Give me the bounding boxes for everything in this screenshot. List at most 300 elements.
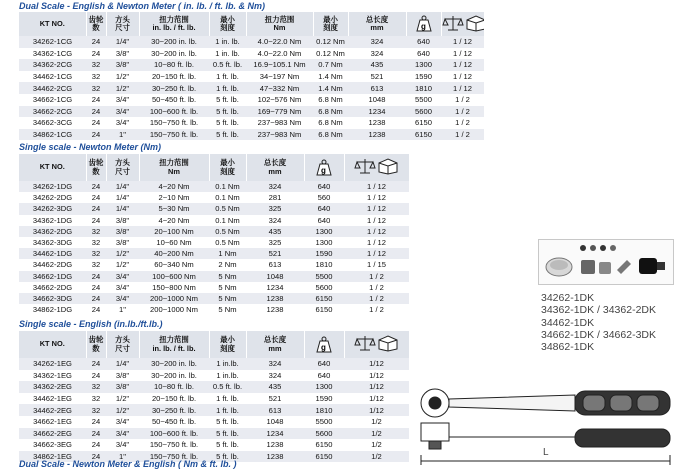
kt-number: 34662-1EG bbox=[19, 416, 86, 428]
weight-g-icon bbox=[413, 15, 435, 33]
header-text: 最小 bbox=[323, 14, 338, 24]
kit-model-item: 34362-1DK / 34362-2DK bbox=[541, 304, 656, 317]
table-cell: 3/8" bbox=[106, 59, 139, 71]
kt-number: 34662-2EG bbox=[19, 428, 86, 440]
table-cell: 32 bbox=[86, 393, 106, 405]
table-cell: 1238 bbox=[246, 439, 304, 451]
balance-scale-icon bbox=[354, 334, 376, 352]
header-pack bbox=[344, 154, 409, 181]
header-col-2 bbox=[106, 12, 139, 36]
table-cell: 4.0~22.0 Nm bbox=[246, 48, 313, 60]
table-cell: 150~750 ft. lb. bbox=[139, 451, 209, 463]
table-cell: 100~600 ft. lb. bbox=[139, 106, 209, 118]
weight-g-icon bbox=[313, 159, 335, 177]
table-cell: 1/2 bbox=[344, 416, 409, 428]
dimension-label: L bbox=[543, 447, 549, 458]
table-cell: 24 bbox=[86, 416, 106, 428]
table-cell: 1/2" bbox=[106, 393, 139, 405]
table-cell: 1 / 12 bbox=[344, 181, 409, 192]
table-cell: 1/4" bbox=[106, 181, 139, 192]
table-cell: 324 bbox=[348, 36, 406, 48]
table-cell: 1/2" bbox=[106, 82, 139, 94]
table-cell: 1590 bbox=[406, 71, 441, 83]
table-cell: 5 ft. lb. bbox=[209, 451, 246, 463]
table-cell: 24 bbox=[86, 293, 106, 304]
table-cell: 3/8" bbox=[106, 215, 139, 226]
table-cell: 1 / 12 bbox=[344, 237, 409, 248]
table-cell: 5 ft. lb. bbox=[209, 94, 246, 106]
kt-number: 34662-3CG bbox=[19, 117, 86, 129]
header-col-5 bbox=[246, 331, 304, 358]
header-text: 最小 bbox=[220, 14, 235, 24]
section-title-footer: Dual Scale - Newton Meter & English ( Nm & ft. lb. ) bbox=[19, 459, 237, 469]
table-cell: 0.5 ft. lb. bbox=[209, 59, 246, 71]
header-col-4 bbox=[209, 154, 246, 181]
table-cell: 1 / 2 bbox=[344, 293, 409, 304]
table-cell: 0.5 Nm bbox=[209, 237, 246, 248]
kt-number: 34462-1EG bbox=[19, 393, 86, 405]
table-cell: 6150 bbox=[406, 117, 441, 129]
table-cell: 1" bbox=[106, 304, 139, 315]
table-cell: 1 ft. lb. bbox=[209, 71, 246, 83]
table-cell: 521 bbox=[246, 248, 304, 259]
table-cell: 237~983 Nm bbox=[246, 117, 313, 129]
table-cell: 1.4 Nm bbox=[313, 71, 348, 83]
kt-number: 34362-3DG bbox=[19, 237, 86, 248]
table-cell: 24 bbox=[86, 215, 106, 226]
table-cell: 5600 bbox=[304, 428, 344, 440]
header-col-0 bbox=[19, 12, 86, 36]
table-cell: 324 bbox=[246, 358, 304, 370]
table-cell: 20~150 ft. lb. bbox=[139, 393, 209, 405]
table-cell: 1300 bbox=[304, 381, 344, 393]
kt-number: 34262-3DG bbox=[19, 203, 86, 214]
kt-number: 34862-1EG bbox=[19, 451, 86, 463]
header-text: 刻度 bbox=[220, 23, 235, 32]
table-cell: 640 bbox=[304, 203, 344, 214]
table-cell: 1048 bbox=[246, 271, 304, 282]
table-cell: 4.0~22.0 Nm bbox=[246, 36, 313, 48]
table-cell: 30~200 in. lb. bbox=[139, 370, 209, 382]
table-cell: 32 bbox=[86, 226, 106, 237]
table-row bbox=[19, 248, 409, 259]
carton-box-icon bbox=[464, 14, 485, 32]
table-cell: 1 / 12 bbox=[441, 36, 484, 48]
table-row bbox=[19, 404, 409, 416]
table-row bbox=[19, 293, 409, 304]
kt-number: 34862-1DG bbox=[19, 304, 86, 315]
kt-number: 34662-3EG bbox=[19, 439, 86, 451]
table-cell: 324 bbox=[348, 48, 406, 60]
table-row bbox=[19, 304, 409, 315]
table-cell: 3/4" bbox=[106, 293, 139, 304]
header-text: 总长度 bbox=[263, 335, 287, 344]
table-cell: 102~576 Nm bbox=[246, 94, 313, 106]
header-text: in. lb. / ft. lb. bbox=[152, 23, 196, 32]
header-col-4 bbox=[209, 331, 246, 358]
table-cell: 0.5 Nm bbox=[209, 226, 246, 237]
table-cell: 2 Nm bbox=[209, 259, 246, 270]
header-col-4 bbox=[209, 12, 246, 36]
kt-number: 34362-2DG bbox=[19, 226, 86, 237]
table-cell: 0.1 Nm bbox=[209, 215, 246, 226]
table-cell: 100~600 Nm bbox=[139, 271, 209, 282]
table-cell: 24 bbox=[86, 428, 106, 440]
table-cell: 1.4 Nm bbox=[313, 82, 348, 94]
header-text: 数 bbox=[92, 23, 100, 32]
table-cell: 32 bbox=[86, 404, 106, 416]
header-text: 数 bbox=[92, 343, 100, 353]
table-cell: 1238 bbox=[348, 129, 406, 141]
table-cell: 24 bbox=[86, 106, 106, 118]
table-row bbox=[19, 94, 484, 106]
table-cell: 1810 bbox=[406, 82, 441, 94]
table-cell: 1 / 12 bbox=[344, 203, 409, 214]
kt-number: 34262-2DG bbox=[19, 192, 86, 203]
header-text: 总长度 bbox=[263, 158, 287, 167]
table-cell: 40~200 Nm bbox=[139, 248, 209, 259]
table-cell: 6.8 Nm bbox=[313, 94, 348, 106]
carton-box-icon bbox=[376, 334, 400, 352]
table-cell: 6.8 Nm bbox=[313, 117, 348, 129]
table-cell: 324 bbox=[246, 181, 304, 192]
table-cell: 1/2" bbox=[106, 404, 139, 416]
table-cell: 1 / 2 bbox=[441, 94, 484, 106]
table-cell: 100~600 ft. lb. bbox=[139, 428, 209, 440]
header-text: 扭力范围 bbox=[159, 335, 189, 344]
header-col-3 bbox=[139, 331, 209, 358]
section-title-newton: Single scale - Newton Meter (Nm) bbox=[19, 142, 162, 152]
header-text: Nm bbox=[273, 23, 286, 32]
kit-accessories-icon bbox=[539, 240, 673, 284]
header-col-3 bbox=[139, 154, 209, 181]
table-cell: 435 bbox=[348, 59, 406, 71]
table-cell: 150~750 ft. lb. bbox=[139, 129, 209, 141]
table-cell: 24 bbox=[86, 304, 106, 315]
table-row bbox=[19, 381, 409, 393]
table-cell: 5500 bbox=[304, 271, 344, 282]
table-row bbox=[19, 416, 409, 428]
table-cell: 1/4" bbox=[106, 36, 139, 48]
table-cell: 1" bbox=[106, 451, 139, 463]
table-cell: 24 bbox=[86, 282, 106, 293]
table-cell: 1238 bbox=[348, 117, 406, 129]
table-row bbox=[19, 48, 484, 60]
table-cell: 1 Nm bbox=[209, 248, 246, 259]
header-col-2 bbox=[106, 331, 139, 358]
table-row bbox=[19, 181, 409, 192]
kt-number: 34462-1CG bbox=[19, 71, 86, 83]
table-cell: 6150 bbox=[304, 293, 344, 304]
svg-text:g: g bbox=[321, 165, 326, 175]
table-cell: 1 / 12 bbox=[441, 48, 484, 60]
table-cell: 10~80 ft. lb. bbox=[139, 59, 209, 71]
balance-scale-icon bbox=[442, 14, 464, 32]
table-row bbox=[19, 59, 484, 71]
table-cell: 5~30 Nm bbox=[139, 203, 209, 214]
table-cell: 3/8" bbox=[106, 226, 139, 237]
table-cell: 1 / 12 bbox=[441, 71, 484, 83]
table-cell: 30~200 in. lb. bbox=[139, 48, 209, 60]
table-cell: 1/2 bbox=[344, 428, 409, 440]
table-cell: 24 bbox=[86, 48, 106, 60]
header-pack bbox=[344, 331, 409, 358]
table-cell: 1234 bbox=[246, 282, 304, 293]
table-cell: 1048 bbox=[246, 416, 304, 428]
table-cell: 1 ft. lb. bbox=[209, 82, 246, 94]
table-cell: 1/12 bbox=[344, 404, 409, 416]
kt-number: 34362-1CG bbox=[19, 48, 86, 60]
kt-number: 34362-1EG bbox=[19, 370, 86, 382]
table-cell: 1/4" bbox=[106, 358, 139, 370]
spec-table-english bbox=[19, 331, 410, 462]
table-cell: 0.12 Nm bbox=[313, 36, 348, 48]
svg-text:g: g bbox=[420, 22, 426, 31]
kt-number: 34462-2DG bbox=[19, 259, 86, 270]
table-cell: 6.8 Nm bbox=[313, 106, 348, 118]
table-cell: 24 bbox=[86, 358, 106, 370]
kit-model-list bbox=[541, 292, 656, 353]
table-cell: 200~1000 Nm bbox=[139, 304, 209, 315]
table-cell: 30~200 in. lb. bbox=[139, 36, 209, 48]
header-text: 方头 bbox=[115, 158, 130, 167]
table-cell: 24 bbox=[86, 203, 106, 214]
table-cell: 20~100 Nm bbox=[139, 226, 209, 237]
kt-number: 34662-2DG bbox=[19, 282, 86, 293]
table-cell: 324 bbox=[246, 370, 304, 382]
header-text: mm bbox=[268, 166, 282, 176]
kt-number: 34662-1CG bbox=[19, 94, 86, 106]
table-cell: 6150 bbox=[304, 451, 344, 463]
table-cell: 6150 bbox=[406, 129, 441, 141]
table-cell: 640 bbox=[406, 36, 441, 48]
table-cell: 5600 bbox=[406, 106, 441, 118]
table-cell: 0.7 Nm bbox=[313, 59, 348, 71]
carton-box-icon bbox=[376, 157, 400, 175]
header-text: 扭力范围 bbox=[159, 14, 189, 24]
table-cell: 325 bbox=[246, 203, 304, 214]
table-cell: 1590 bbox=[304, 248, 344, 259]
header-text: Nm bbox=[168, 166, 180, 176]
header-text: 方头 bbox=[115, 14, 130, 24]
table-cell: 1 in. lb. bbox=[209, 48, 246, 60]
table-cell: 1/2" bbox=[106, 71, 139, 83]
table-cell: 1300 bbox=[406, 59, 441, 71]
table-cell: 325 bbox=[246, 237, 304, 248]
kt-number: 34662-3DG bbox=[19, 293, 86, 304]
table-cell: 640 bbox=[304, 358, 344, 370]
table-cell: 24 bbox=[86, 117, 106, 129]
spec-table-dual bbox=[19, 12, 485, 140]
kt-number: 34362-2EG bbox=[19, 381, 86, 393]
kt-number: 34662-2CG bbox=[19, 106, 86, 118]
header-text: 总长度 bbox=[365, 14, 389, 24]
table-row bbox=[19, 106, 484, 118]
table-cell: 1 / 12 bbox=[344, 248, 409, 259]
table-cell: 1234 bbox=[348, 106, 406, 118]
table-cell: 24 bbox=[86, 192, 106, 203]
table-cell: 34~197 Nm bbox=[246, 71, 313, 83]
header-text: 扭力范围 bbox=[159, 158, 189, 167]
header-text: 最小 bbox=[220, 158, 235, 167]
header-text: 刻度 bbox=[220, 343, 235, 353]
weight-g-icon bbox=[313, 336, 335, 354]
table-row bbox=[19, 226, 409, 237]
table-cell: 3/4" bbox=[106, 439, 139, 451]
table-row bbox=[19, 358, 409, 370]
wrench-drawing bbox=[405, 375, 680, 470]
table-cell: 613 bbox=[246, 259, 304, 270]
table-cell: 32 bbox=[86, 248, 106, 259]
kt-number: 34262-1EG bbox=[19, 358, 86, 370]
table-cell: 200~1000 Nm bbox=[139, 293, 209, 304]
header-col-0 bbox=[19, 331, 86, 358]
header-col-5 bbox=[246, 12, 313, 36]
table-cell: 1 ft. lb. bbox=[209, 393, 246, 405]
table-cell: 24 bbox=[86, 370, 106, 382]
table-cell: 3/8" bbox=[106, 48, 139, 60]
table-cell: 3/8" bbox=[106, 237, 139, 248]
header-weight bbox=[304, 331, 344, 358]
table-row bbox=[19, 259, 409, 270]
header-col-1 bbox=[86, 331, 106, 358]
table-row bbox=[19, 439, 409, 451]
table-cell: 0.5 Nm bbox=[209, 203, 246, 214]
table-cell: 1/2" bbox=[106, 259, 139, 270]
header-text: 刻度 bbox=[220, 166, 235, 176]
table-cell: 1234 bbox=[246, 428, 304, 440]
table-cell: 1/2" bbox=[106, 248, 139, 259]
table-cell: 5500 bbox=[304, 416, 344, 428]
table-cell: 281 bbox=[246, 192, 304, 203]
kit-model-item: 34662-1DK / 34662-3DK bbox=[541, 328, 656, 341]
table-cell: 1 ft. lb. bbox=[209, 404, 246, 416]
table-cell: 24 bbox=[86, 451, 106, 463]
table-cell: 3/4" bbox=[106, 282, 139, 293]
table-cell: 30~250 ft. lb. bbox=[139, 404, 209, 416]
header-text: 齿轮 bbox=[88, 14, 104, 24]
table-cell: 16.9~105.1 Nm bbox=[246, 59, 313, 71]
table-cell: 1 in.lb. bbox=[209, 370, 246, 382]
header-weight bbox=[406, 12, 441, 36]
table-cell: 5 ft. lb. bbox=[209, 117, 246, 129]
table-cell: 1/12 bbox=[344, 381, 409, 393]
table-row bbox=[19, 428, 409, 440]
kt-number: 34262-1CG bbox=[19, 36, 86, 48]
kt-number: 34362-1DG bbox=[19, 215, 86, 226]
table-cell: 1 / 12 bbox=[441, 82, 484, 94]
table-row bbox=[19, 117, 484, 129]
kt-number: 34462-2EG bbox=[19, 404, 86, 416]
table-cell: 32 bbox=[86, 82, 106, 94]
table-cell: 324 bbox=[246, 215, 304, 226]
header-text: KT NO. bbox=[39, 18, 65, 28]
table-cell: 150~750 ft. lb. bbox=[139, 117, 209, 129]
header-text: mm bbox=[268, 343, 282, 353]
table-cell: 1 in. lb. bbox=[209, 36, 246, 48]
table-cell: 1 / 2 bbox=[441, 106, 484, 118]
table-cell: 640 bbox=[304, 370, 344, 382]
table-cell: 3/4" bbox=[106, 271, 139, 282]
table-cell: 60~340 Nm bbox=[139, 259, 209, 270]
header-text: mm bbox=[370, 23, 384, 32]
table-row bbox=[19, 393, 409, 405]
table-cell: 50~450 ft. lb. bbox=[139, 416, 209, 428]
header-col-7 bbox=[348, 12, 406, 36]
table-row bbox=[19, 215, 409, 226]
table-cell: 1810 bbox=[304, 259, 344, 270]
table-cell: 435 bbox=[246, 226, 304, 237]
table-cell: 521 bbox=[246, 393, 304, 405]
header-col-2 bbox=[106, 154, 139, 181]
table-cell: 5 Nm bbox=[209, 271, 246, 282]
table-cell: 1238 bbox=[246, 293, 304, 304]
kit-model-item: 34262-1DK bbox=[541, 292, 595, 304]
table-cell: 435 bbox=[246, 381, 304, 393]
table-cell: 3/8" bbox=[106, 370, 139, 382]
kt-number: 34362-2CG bbox=[19, 59, 86, 71]
table-cell: 640 bbox=[406, 48, 441, 60]
table-cell: 5 ft. lb. bbox=[209, 416, 246, 428]
table-cell: 5600 bbox=[304, 282, 344, 293]
table-row bbox=[19, 82, 484, 94]
table-cell: 24 bbox=[86, 439, 106, 451]
table-cell: 6150 bbox=[304, 304, 344, 315]
table-cell: 1048 bbox=[348, 94, 406, 106]
table-cell: 1238 bbox=[246, 304, 304, 315]
table-cell: 1 / 12 bbox=[344, 192, 409, 203]
kit-thumbnail bbox=[538, 239, 674, 285]
table-cell: 50~450 ft. lb. bbox=[139, 94, 209, 106]
table-row bbox=[19, 282, 409, 293]
table-cell: 640 bbox=[304, 181, 344, 192]
table-cell: 1/2 bbox=[344, 439, 409, 451]
header-col-1 bbox=[86, 154, 106, 181]
table-cell: 20~150 ft. lb. bbox=[139, 71, 209, 83]
table-cell: 47~332 Nm bbox=[246, 82, 313, 94]
table-cell: 10~80 ft. lb. bbox=[139, 381, 209, 393]
header-row bbox=[19, 331, 409, 358]
table-cell: 1 / 2 bbox=[441, 117, 484, 129]
spec-table-newton bbox=[19, 154, 410, 315]
header-text: 刻度 bbox=[323, 23, 338, 32]
header-col-1 bbox=[86, 12, 106, 36]
table-row bbox=[19, 370, 409, 382]
kt-number: 34462-1DG bbox=[19, 248, 86, 259]
table-row bbox=[19, 71, 484, 83]
table-cell: 1/12 bbox=[344, 358, 409, 370]
table-cell: 24 bbox=[86, 94, 106, 106]
table-cell: 30~200 in. lb. bbox=[139, 358, 209, 370]
header-text: 方头 bbox=[115, 335, 130, 344]
header-text: 扭力范围 bbox=[264, 14, 295, 24]
table-cell: 5 ft. lb. bbox=[209, 428, 246, 440]
table-cell: 0.12 Nm bbox=[313, 48, 348, 60]
table-cell: 3/4" bbox=[106, 416, 139, 428]
table-cell: 1300 bbox=[304, 237, 344, 248]
table-cell: 0.1 Nm bbox=[209, 181, 246, 192]
table-cell: 30~250 ft. lb. bbox=[139, 82, 209, 94]
table-cell: 5 ft. lb. bbox=[209, 129, 246, 141]
table-cell: 1 in.lb. bbox=[209, 358, 246, 370]
table-cell: 560 bbox=[304, 192, 344, 203]
header-text: 尺寸 bbox=[115, 23, 130, 32]
section-title-dual: Dual Scale - English & Newton Meter ( in. lb. / ft. lb. & Nm) bbox=[19, 1, 266, 11]
table-cell: 24 bbox=[86, 129, 106, 141]
table-cell: 1" bbox=[106, 129, 139, 141]
kt-number: 34862-1CG bbox=[19, 129, 86, 141]
table-cell: 0.1 Nm bbox=[209, 192, 246, 203]
